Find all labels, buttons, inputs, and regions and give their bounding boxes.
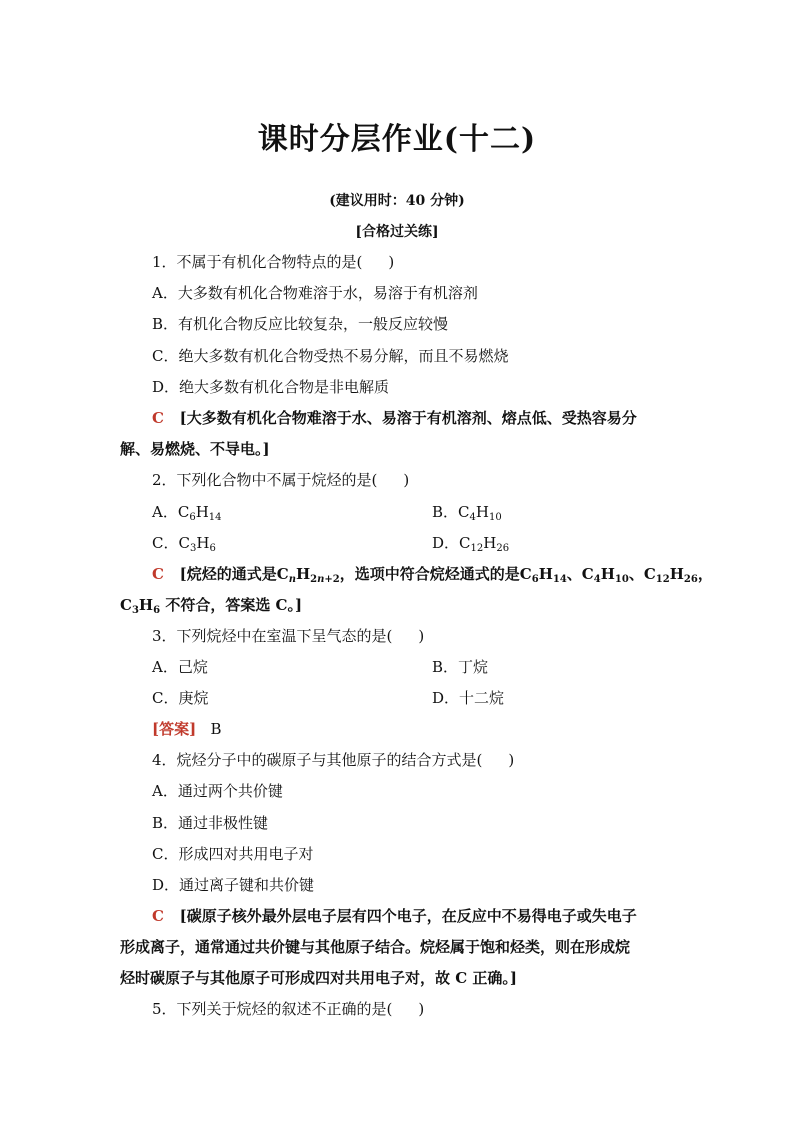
question-3-answer-label: [答案] (152, 720, 197, 738)
question-1-explanation-line-1: C [大多数有机化合物难溶于水、易溶于有机溶剂、熔点低、受热容易分 (152, 409, 637, 427)
question-1-stem: 1．不属于有机化合物特点的是( ) (152, 253, 395, 271)
question-2-explanation-line-1: C [烷烃的通式是$C_nH_{2n+2}$，选项中符合烷烃通式的是$C_6H_{14}$、$C_4H_{10}$、$C_{12}H_{26}$， (152, 565, 713, 585)
question-3-option-c: C．庚烷 (152, 689, 209, 707)
question-1-option-a: A．大多数有机化合物难溶于水，易溶于有机溶剂 (152, 284, 478, 302)
question-3-stem: 3．下列烷烃中在室温下呈气态的是( ) (152, 627, 425, 645)
question-3-option-b: B．丁烷 (432, 658, 489, 676)
page-title: 课时分层作业(十二) (257, 122, 537, 157)
question-2-stem: 2．下列化合物中不属于烷烃的是( ) (152, 471, 410, 489)
question-2-option-d: D．$C_{12}H_{26}$ (432, 534, 510, 554)
question-2-answer: C (152, 565, 164, 583)
question-3-option-d: D．十二烷 (432, 689, 505, 707)
question-4-stem: 4．烷烃分子中的碳原子与其他原子的结合方式是( ) (152, 751, 515, 769)
question-1-option-c: C．绝大多数有机化合物受热不易分解，而且不易燃烧 (152, 347, 509, 365)
question-1-answer: C (152, 409, 164, 427)
section-heading: [合格过关练] (355, 224, 439, 240)
question-3-option-a: A．己烷 (152, 658, 208, 676)
question-4-explanation-line-3: 烃时碳原子与其他原子可形成四对共用电子对，故 C 正确。] (120, 969, 517, 987)
question-4-option-a: A．通过两个共价键 (152, 782, 283, 800)
question-4-explanation-line-2: 形成离子，通常通过共价键与其他原子结合。烷烃属于饱和烃类，则在形成烷 (120, 938, 631, 956)
question-4-option-b: B．通过非极性键 (152, 814, 269, 832)
question-4-explanation-line-1: C [碳原子核外最外层电子层有四个电子，在反应中不易得电子或失电子 (152, 907, 637, 925)
question-4-answer: C (152, 907, 164, 925)
question-1-explanation-line-2: 解、易燃烧、不导电。] (120, 440, 270, 458)
question-2-option-a: A．$C_6H_{14}$ (152, 503, 222, 523)
question-4-option-d: D．通过离子键和共价键 (152, 876, 315, 894)
question-4-option-c: C．形成四对共用电子对 (152, 845, 314, 863)
question-5-stem: 5．下列关于烷烃的叙述不正确的是( ) (152, 1000, 425, 1018)
question-1-option-b: B．有机化合物反应比较复杂，一般反应较慢 (152, 315, 449, 333)
question-2-option-b: B．$C_4H_{10}$ (432, 503, 502, 523)
question-1-option-d: D．绝大多数有机化合物是非电解质 (152, 378, 390, 396)
question-2-explanation-line-2: $C_3H_6$ 不符合，答案选 C。] (120, 596, 303, 616)
question-3-answer-line (152, 719, 222, 739)
question-2-option-c: C．$C_3H_6$ (152, 534, 216, 554)
time-note: (建议用时：40 分钟) (329, 193, 465, 209)
question-3-answer: B (210, 720, 222, 738)
